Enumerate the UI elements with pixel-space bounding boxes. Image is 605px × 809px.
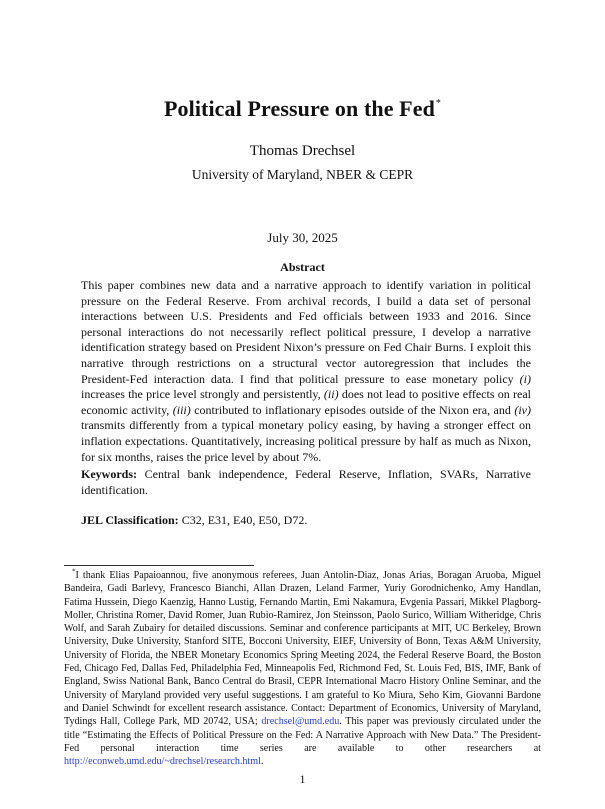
title-footnote-mark: * [435, 97, 442, 109]
page-number: 1 [299, 772, 306, 786]
footnote-text: I thank Elias Papaioannou, five anonymous referees, Juan Antolin-Diaz, Jonas Arias, Boragan Aruoba, Miguel Bandeira, Gadi Barlevy, Francesco Bianchi, Allan Drazen, Leland Farmer, Yuriy Gorodnichenko, Amy Handlan, Fatima Hussein, Diego Kaenzig, Hanno Lustig, Fernando Martin, Emi Nakamura, Evgenia Passari, Mikkel Plagborg-Moller, Christina Romer, David Romer, Juan Rubio-Ramirez, Jon Steinsson, Paolo Surico, William Witheridge, Chris Wolf, and Sarah Zubairy for detailed discussions. Seminar and conference participants at MIT, UC Berkeley, Brown University, Duke University, Stanford SITE, Bocconi University, EIEF, University of Bonn, Texas A&M University, University of Florida, the NBER Monetary Economics Spring Meeting 2024, the Federal Reserve Board, the Boston Fed, Chicago Fed, Dallas Fed, Philadelphia Fed, Minneapolis Fed, Richmond Fed, St. Louis Fed, BIS, IMF, Bank of England, Swiss National Bank, Banco Central do Brasil, CEPR International Macro History Online Seminar, and the University of Maryland provided very useful suggestions. I am grateful to Ko Miura, Seho Kim, Giovanni Bardone and Daniel Schwindt for excellent research assistance. Contact: Department of Economics, University of Maryland, Tydings Hall, College Park, MD 20742, USA; [64, 570, 541, 728]
abstract-text [81, 278, 531, 465]
jel-classification [81, 513, 531, 529]
keywords-label: Keywords: [81, 467, 137, 481]
footnote-divider [64, 565, 254, 566]
abstract-segment: increases the price level strongly and persistently, [81, 387, 324, 402]
jel-label: JEL Classification: [81, 513, 179, 527]
footnote-mark: * [72, 567, 76, 576]
research-url-link[interactable]: http://econweb.umd.edu/~drechsel/research.html [64, 756, 261, 768]
keywords-text: Central bank independence, Federal Reserve, Inflation, SVARs, Narrative identification. [81, 467, 531, 497]
paper-title [0, 96, 605, 122]
footnote [64, 569, 541, 768]
abstract-marker: (i) [519, 371, 531, 386]
paper-date: July 30, 2025 [267, 230, 338, 245]
author-affiliation: University of Maryland, NBER & CEPR [191, 167, 414, 182]
abstract-heading: Abstract [280, 260, 325, 274]
author-name: Thomas Drechsel [249, 143, 356, 159]
abstract-segment: transmits differently from a typical monetary policy easing, by having a stronger effect on inflation expectations. Quantitatively, increasing political pressure by half as much as Nixon, for six months, raises the price level by about 7%. [81, 418, 531, 464]
title-text: Political Pressure on the Fed [163, 96, 435, 121]
jel-codes: C32, E31, E40, E50, D72. [178, 513, 308, 527]
abstract-marker: (ii) [323, 387, 339, 402]
abstract-segment: This paper combines new data and a narrative approach to identify variation in political pressure on the Federal Reserve. From archival records, I build a data set of personal interactions between U.S. Presidents and Fed officials between 1933 and 2016. Since personal interactions do not necessarily reflect political pressure, I develop a narrative identification strategy based on President Nixon’s pressure on Fed Chair Burns. I exploit this narrative through restrictions on a structural vector autoregression that includes the President-Fed interaction data. I find that political pressure to ease monetary policy [81, 278, 531, 386]
footnote-text: . [260, 756, 264, 768]
abstract-marker: (iii) [172, 402, 191, 417]
footnote-text: . This paper was previously circulated under the title “Estimating the Effects of Political Pressure on the Fed: A Narrative Approach with New Data.” The President-Fed personal interaction time series are available to other researchers at [64, 716, 542, 754]
keywords [81, 467, 531, 498]
email-link[interactable]: drechsel@umd.edu [261, 716, 340, 728]
abstract-segment: contributed to inflationary episodes outside of the Nixon era, and [190, 402, 515, 417]
abstract-segment: does not lead to positive effects on real economic activity, [81, 387, 531, 417]
abstract-marker: (iv) [514, 402, 531, 417]
